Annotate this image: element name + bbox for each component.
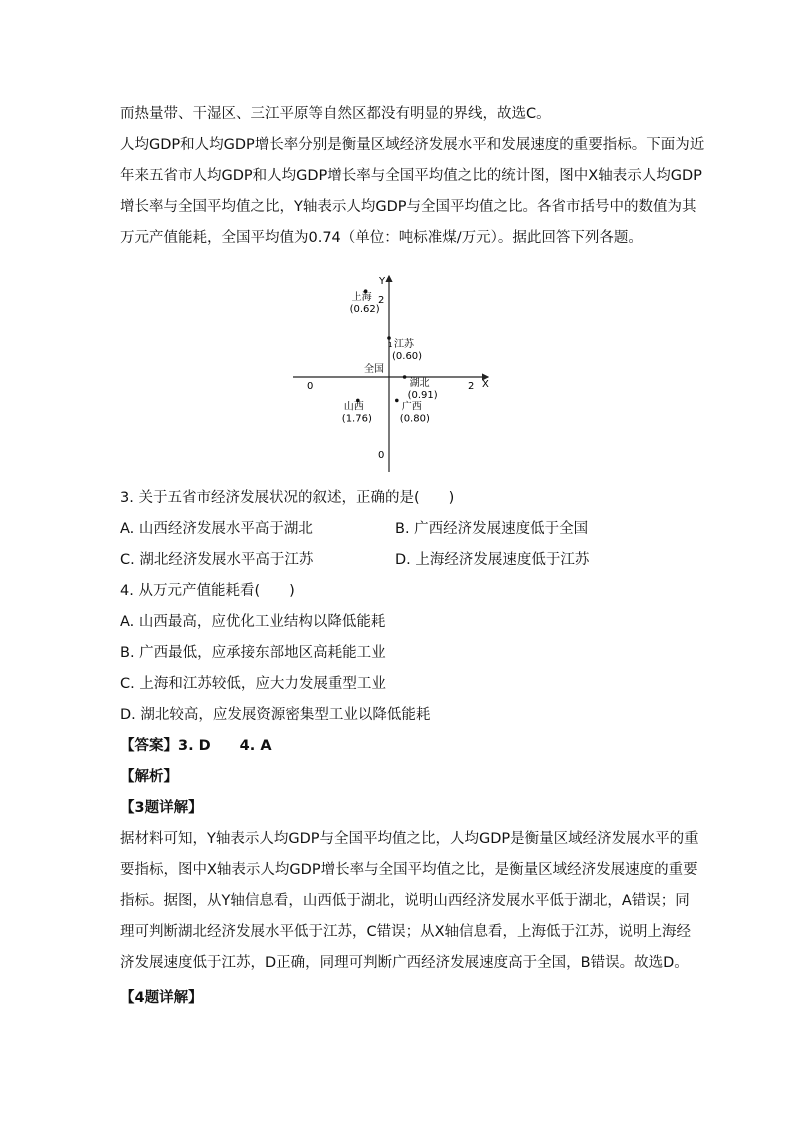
y-axis-label: Y <box>379 276 386 287</box>
q3-detail-heading: 【3题详解】 <box>120 800 203 816</box>
point-energy-label: (0.80) <box>399 413 430 425</box>
q3-option-b: B. 广西经济发展速度低于全国 <box>395 521 589 537</box>
question-4-stem: 4. 从万元产值能耗看( ) <box>120 583 295 599</box>
q3-explanation-line: 要指标，图中X轴表示人均GDP增长率与全国平均值之比，是衡量区域经济发展速度的重要 <box>120 862 698 878</box>
point-energy-label: (0.60) <box>392 351 423 362</box>
q4-option-b: B. 广西最低，应承接东部地区高耗能工业 <box>120 645 386 661</box>
q3-explanation-line: 理可判断湖北经济发展水平低于江苏，C错误；从X轴信息看，上海低于江苏，说明上海经 <box>120 924 692 940</box>
x-tick-label: 2 <box>468 381 475 392</box>
point-energy-label: (0.62) <box>349 304 380 316</box>
point-name-label: 上海 <box>351 292 372 304</box>
q4-option-d: D. 湖北较高，应发展资源密集型工业以降低能耗 <box>120 707 431 723</box>
answer-line: 【答案】3. D 4. A <box>120 738 272 754</box>
point-energy-label: (0.91) <box>407 390 438 401</box>
paragraph-line: 而热量带、干湿区、三江平原等自然区都没有明显的界线，故选C。 <box>120 106 551 122</box>
q3-option-a: A. 山西经济发展水平高于湖北 <box>120 521 313 537</box>
q4-option-a: A. 山西最高，应优化工业结构以降低能耗 <box>120 614 386 630</box>
q3-option-c: C. 湖北经济发展水平高于江苏 <box>120 552 314 568</box>
q3-option-d: D. 上海经济发展速度低于江苏 <box>395 552 590 568</box>
q4-detail-heading: 【4题详解】 <box>120 990 203 1006</box>
question-3-stem: 3. 关于五省市经济发展状况的叙述，正确的是( ) <box>120 490 455 506</box>
paragraph-line: 增长率与全国平均值之比，Y轴表示人均GDP与全国平均值之比。各省市括号中的数值为其 <box>120 199 697 215</box>
point-name-label: 山西 <box>343 401 364 413</box>
q4-option-c: C. 上海和江苏较低，应大力发展重型工业 <box>120 676 386 692</box>
scatter-chart <box>285 268 500 478</box>
paragraph-line: 人均GDP和人均GDP增长率分别是衡量区域经济发展水平和发展速度的重要指标。下面为近 <box>120 137 705 153</box>
data-point <box>387 336 391 340</box>
data-point <box>403 375 407 379</box>
data-point <box>395 399 399 403</box>
point-name-label: 湖北 <box>409 378 430 389</box>
y-tick-label: 2 <box>378 295 385 306</box>
y-tick-label: 0 <box>378 450 385 461</box>
point-name-label: 广西 <box>401 401 422 413</box>
x-tick-label: 0 <box>307 381 314 392</box>
paragraph-line: 万元产值能耗，全国平均值为0.74（单位：吨标准煤/万元）。据此回答下列各题。 <box>120 230 643 246</box>
origin-label: 全国 <box>364 364 384 375</box>
q3-explanation-line: 济发展速度低于江苏，D正确，同理可判断广西经济发展速度高于全国，B错误。故选D。 <box>120 955 689 971</box>
q3-explanation-line: 指标。据图，从Y轴信息看，山西低于湖北，说明山西经济发展水平低于湖北，A错误；同 <box>120 893 690 909</box>
paragraph-line: 年来五省市人均GDP和人均GDP增长率与全国平均值之比的统计图，图中X轴表示人均GDP <box>120 168 702 184</box>
point-energy-label: (1.76) <box>341 413 372 425</box>
q3-explanation-line: 据材料可知，Y轴表示人均GDP与全国平均值之比，人均GDP是衡量区域经济发展水平的重 <box>120 831 699 847</box>
y-tick-label: 1 <box>388 341 393 349</box>
analysis-heading: 【解析】 <box>120 769 178 785</box>
x-axis-label: X <box>482 379 489 390</box>
point-name-label: 江苏 <box>394 339 414 350</box>
